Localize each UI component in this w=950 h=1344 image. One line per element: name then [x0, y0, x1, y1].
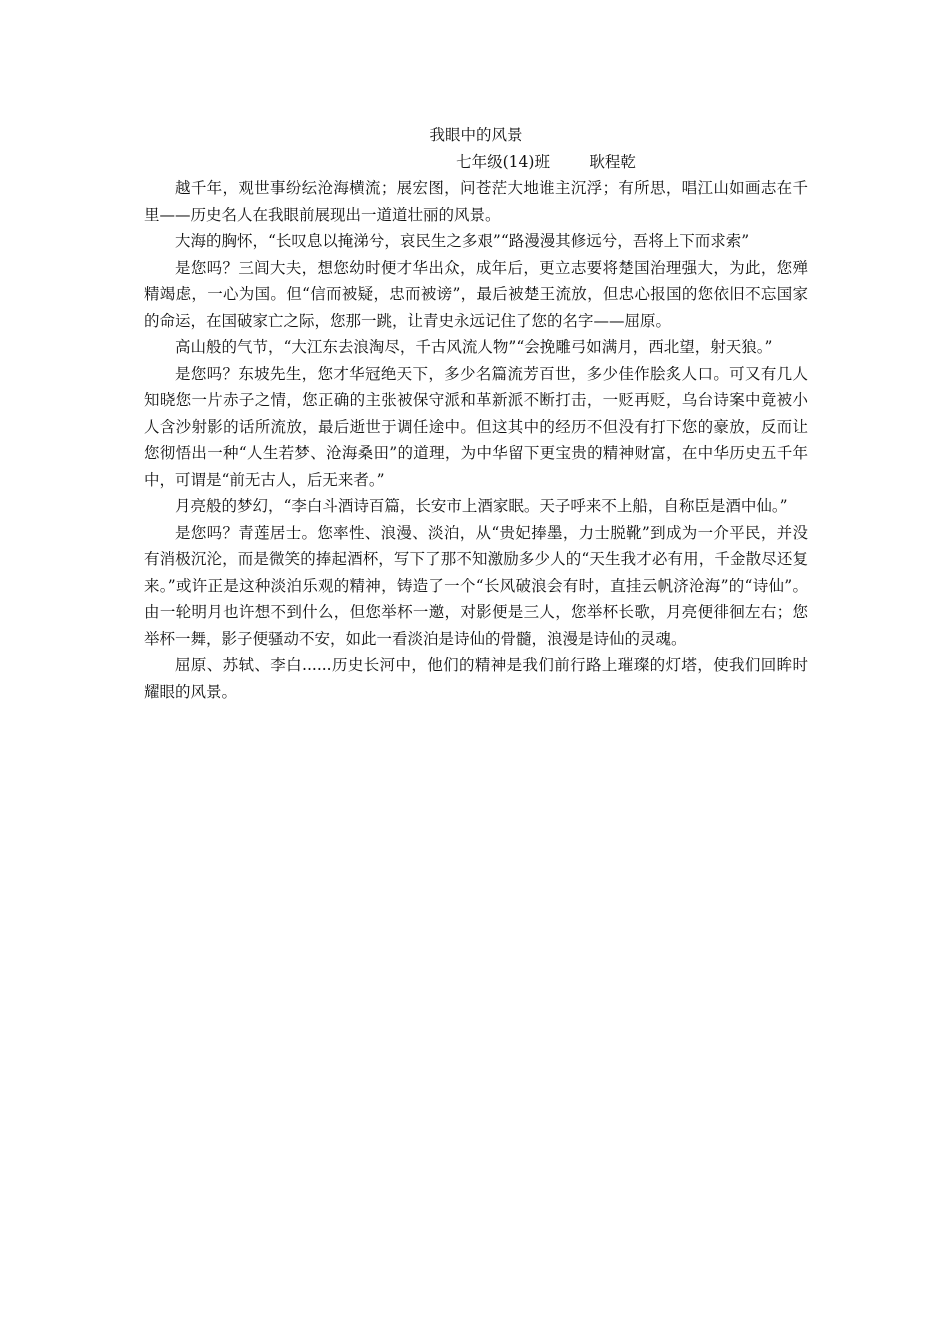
paragraph-intro: 越千年，观世事纷纭沧海横流；展宏图，问苍茫大地谁主沉浮；有所思，唱江山如画志在千里——历史名人在我眼前展现出一道道壮丽的风景。 — [144, 179, 808, 224]
author-byline: 七年级(14)班 耿程乾 — [456, 152, 636, 171]
paragraph-li-bai: 是您吗？青莲居士。您率性、浪漫、淡泊，从“贵妃捧墨，力士脱靴”到成为一介平民，并没有消极沉沦，而是微笑的捧起酒杯，写下了那不知激励多少人的“天生我才必有用，千金散尽还复来。”或许正是这种淡泊乐观的精神，铸造了一个“长风破浪会有时，直挂云帆济沧海”的“诗仙”。由一轮明月也许想不到什么，但您举杯一邀，对影便是三人，您举杯长歌，月亮便徘徊左右；您举杯一舞，影子便骚动不安，如此一看淡泊是诗仙的骨髓，浪漫是诗仙的灵魂。 — [144, 523, 808, 648]
paragraph-qu-yuan: 是您吗？三闾大夫，想您幼时便才华出众，成年后，更立志要将楚国治理强大，为此，您殚精竭虑，一心为国。但“信而被疑，忠而被谤”，最后被楚王流放，但忠心报国的您依旧不忘国家的命运，在国破家亡之际，您那一跳，让青史永远记住了您的名字——屈原。 — [144, 258, 808, 330]
document-body — [144, 122, 808, 705]
paragraph-su-shi: 是您吗？东坡先生，您才华冠绝天下，多少名篇流芳百世，多少佳作脍炙人口。可又有几人知晓您一片赤子之情，您正确的主张被保守派和革新派不断打击，一贬再贬，乌台诗案中竟被小人含沙射影的话所流放，最后逝世于调任途中。但这其中的经历不但没有打下您的豪放，反而让您彻悟出一种“人生若梦、沧海桑田”的道理，为中华留下更宝贵的精神财富，在中华历史五千年中，可谓是“前无古人，后无来者。” — [144, 364, 808, 489]
paragraph-li-bai-quote: 月亮般的梦幻，“李白斗酒诗百篇，长安市上酒家眠。天子呼来不上船，自称臣是酒中仙。” — [175, 497, 788, 515]
paragraph-su-shi-quote: 高山般的气节，“大江东去浪淘尽，千古风流人物”“会挽雕弓如满月，西北望，射天狼。” — [175, 338, 773, 356]
paragraph-conclusion: 屈原、苏轼、李白......历史长河中，他们的精神是我们前行路上璀璨的灯塔，使我们回眸时耀眼的风景。 — [144, 656, 808, 701]
document-title: 我眼中的风景 — [429, 126, 523, 144]
paragraph-qu-yuan-quote: 大海的胸怀，“长叹息以掩涕兮，哀民生之多艰”“路漫漫其修远兮，吾将上下而求索” — [175, 232, 750, 250]
